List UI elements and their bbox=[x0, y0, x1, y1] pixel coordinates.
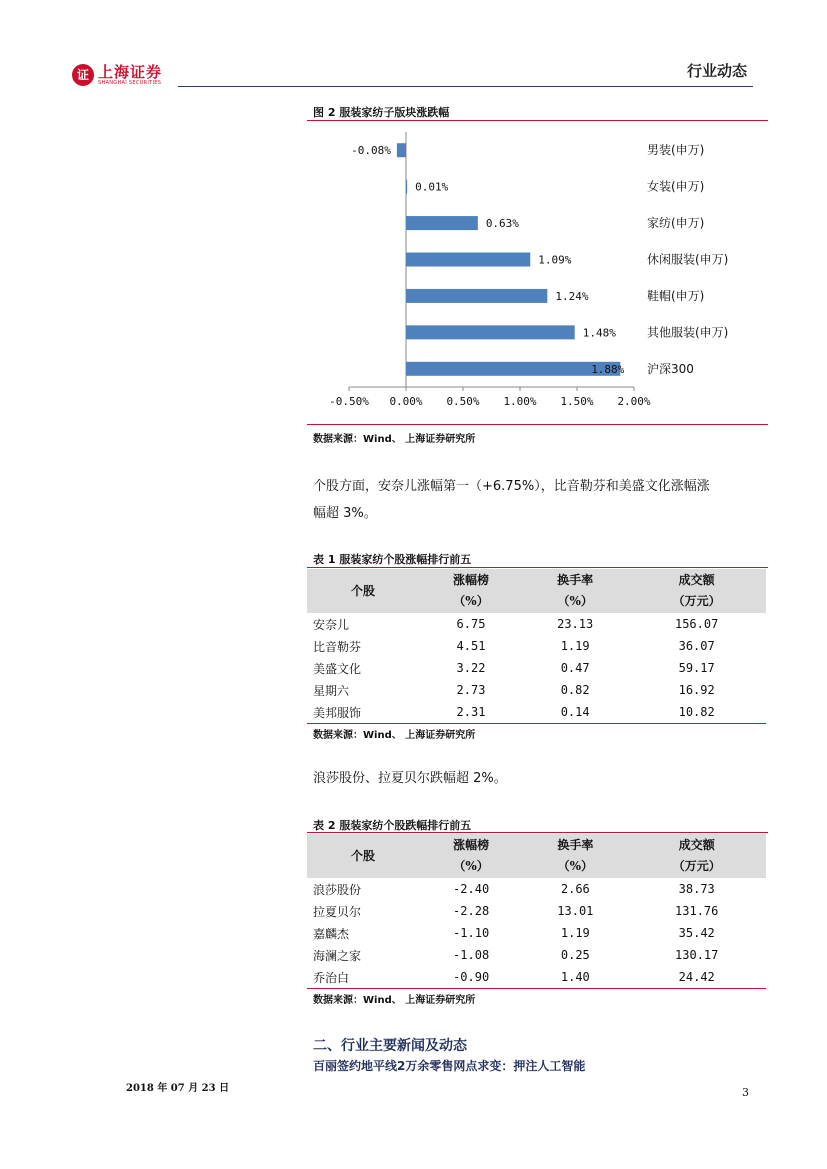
data-label: 1.48% bbox=[582, 326, 616, 340]
bar bbox=[406, 180, 407, 194]
cell-volume: 35.42 bbox=[678, 926, 715, 940]
x-tick-label: 1.00% bbox=[503, 395, 537, 408]
col-header-stock: 个股 bbox=[307, 569, 419, 613]
logo-english-name: SHANGHAI SECURITIES bbox=[98, 80, 162, 86]
cell-volume: 156.07 bbox=[674, 617, 719, 631]
bar bbox=[406, 289, 547, 303]
figure-caption: 图 2 服装家纺子版块涨跌幅 bbox=[313, 106, 450, 119]
paragraph-line: 幅超 3%。 bbox=[313, 506, 377, 521]
figure-bottom-rule bbox=[307, 424, 768, 425]
table-row bbox=[307, 613, 766, 635]
bar bbox=[397, 143, 406, 157]
cell-stock: 拉夏贝尔 bbox=[313, 904, 362, 919]
category-label: 休闲服装(申万) bbox=[647, 252, 729, 267]
cell-volume: 10.82 bbox=[627, 701, 766, 724]
cell-change: 2.73 bbox=[456, 683, 486, 697]
table-header-row bbox=[307, 569, 766, 613]
category-label: 鞋帽(申万) bbox=[647, 288, 705, 303]
cell-turnover: 2.66 bbox=[560, 882, 590, 896]
table-top-losers bbox=[307, 834, 766, 989]
bar-chart bbox=[307, 124, 768, 420]
data-label: 1.88% bbox=[591, 362, 625, 376]
table-header-row bbox=[307, 834, 766, 878]
cell-change: -2.28 bbox=[453, 904, 490, 918]
cell-change: 6.75 bbox=[456, 617, 486, 631]
table-row bbox=[307, 657, 766, 679]
col-header-turnover: 换手率 （%） bbox=[523, 569, 627, 613]
table-row bbox=[307, 878, 766, 900]
cell-turnover: 0.47 bbox=[560, 661, 590, 675]
data-label: -0.08% bbox=[351, 144, 391, 158]
cell-volume: 59.17 bbox=[678, 661, 715, 675]
cell-volume: 38.73 bbox=[678, 882, 715, 896]
cell-volume: 24.42 bbox=[627, 966, 766, 989]
cell-change: 4.51 bbox=[456, 639, 486, 653]
data-label: 1.24% bbox=[555, 289, 589, 303]
x-tick-label: -0.50% bbox=[329, 395, 369, 408]
cell-change: 2.31 bbox=[419, 701, 523, 724]
figure-top-rule bbox=[307, 120, 768, 121]
x-tick-label: 0.00% bbox=[389, 395, 423, 408]
cell-change: -2.40 bbox=[453, 882, 490, 896]
data-label: 1.09% bbox=[538, 253, 572, 267]
data-label: 0.01% bbox=[415, 180, 449, 194]
col-header-stock: 个股 bbox=[307, 834, 419, 878]
x-tick-label: 1.50% bbox=[560, 395, 594, 408]
cell-turnover: 1.19 bbox=[560, 926, 590, 940]
cell-stock: 乔治白 bbox=[307, 966, 419, 989]
logo-chinese-name: 上海证券 bbox=[98, 63, 163, 81]
cell-turnover: 1.19 bbox=[560, 639, 590, 653]
cell-change: -0.90 bbox=[419, 966, 523, 989]
cell-volume: 16.92 bbox=[678, 683, 715, 697]
table2-caption: 表 2 服装家纺个股跌幅排行前五 bbox=[313, 819, 472, 832]
bar bbox=[406, 362, 620, 376]
cell-stock: 比音勒芬 bbox=[313, 639, 362, 654]
cell-stock: 安奈儿 bbox=[313, 617, 350, 632]
company-logo bbox=[72, 62, 162, 88]
cell-turnover: 23.13 bbox=[557, 617, 594, 631]
report-section-title: 行业动态 bbox=[686, 62, 747, 80]
col-header-volume: 成交额 （万元） bbox=[627, 834, 766, 878]
header-divider bbox=[178, 86, 753, 87]
cell-turnover: 1.40 bbox=[523, 966, 627, 989]
paragraph-gainers bbox=[313, 473, 763, 527]
table-row bbox=[307, 966, 766, 989]
table-row bbox=[307, 701, 766, 724]
table1-source: 数据来源：Wind、 上海证券研究所 bbox=[313, 730, 476, 741]
table-row bbox=[307, 944, 766, 966]
cell-volume: 36.07 bbox=[678, 639, 715, 653]
report-date: 2018 年 07 月 23 日 bbox=[126, 1083, 230, 1094]
cell-stock: 星期六 bbox=[313, 683, 350, 698]
category-label: 其他服装(申万) bbox=[647, 325, 729, 340]
logo-mark: 证 bbox=[72, 64, 94, 86]
paragraph-line: 个股方面，安奈儿涨幅第一（+6.75%），比音勒芬和美盛文化涨幅涨 bbox=[313, 479, 710, 494]
cell-change: 3.22 bbox=[456, 661, 486, 675]
col-header-change: 涨幅榜 （%） bbox=[419, 834, 523, 878]
cell-change: -1.08 bbox=[453, 948, 490, 962]
news-headline: 百丽签约地平线2万余零售网点求变：押注人工智能 bbox=[313, 1059, 586, 1073]
figure-source: 数据来源：Wind、 上海证券研究所 bbox=[313, 434, 476, 445]
category-label: 男装(申万) bbox=[647, 143, 705, 158]
cell-turnover: 0.14 bbox=[523, 701, 627, 724]
table1-top-rule bbox=[307, 567, 768, 568]
table-row bbox=[307, 679, 766, 701]
table-top-gainers bbox=[307, 569, 766, 724]
cell-stock: 浪莎股份 bbox=[313, 882, 362, 897]
table2-source: 数据来源：Wind、 上海证券研究所 bbox=[313, 995, 476, 1006]
bar bbox=[406, 325, 575, 339]
table-row bbox=[307, 900, 766, 922]
cell-turnover: 0.25 bbox=[560, 948, 590, 962]
bar bbox=[406, 216, 478, 230]
table1-caption: 表 1 服装家纺个股涨幅排行前五 bbox=[313, 553, 472, 566]
col-header-volume: 成交额 （万元） bbox=[627, 569, 766, 613]
category-label: 家纺(申万) bbox=[647, 216, 705, 231]
cell-volume: 130.17 bbox=[675, 948, 719, 962]
bar bbox=[406, 253, 530, 267]
category-label: 女装(申万) bbox=[647, 179, 705, 194]
cell-stock: 海澜之家 bbox=[313, 948, 362, 963]
cell-change: -1.10 bbox=[453, 926, 490, 940]
col-header-change: 涨幅榜 （%） bbox=[419, 569, 523, 613]
table-row bbox=[307, 922, 766, 944]
section-heading: 二、行业主要新闻及动态 bbox=[313, 1038, 467, 1054]
paragraph-losers: 浪莎股份、拉夏贝尔跌幅超 2%。 bbox=[313, 771, 507, 786]
cell-volume: 131.76 bbox=[675, 904, 719, 918]
x-tick-label: 0.50% bbox=[446, 395, 480, 408]
col-header-turnover: 换手率 （%） bbox=[523, 834, 627, 878]
cell-turnover: 0.82 bbox=[560, 683, 590, 697]
table2-top-rule bbox=[307, 832, 768, 833]
cell-turnover: 13.01 bbox=[557, 904, 594, 918]
data-label: 0.63% bbox=[485, 217, 519, 231]
page-number: 3 bbox=[742, 1086, 749, 1099]
cell-stock: 美盛文化 bbox=[313, 661, 362, 676]
category-label: 沪深300 bbox=[647, 361, 694, 376]
cell-stock: 嘉麟杰 bbox=[313, 926, 350, 941]
table-row bbox=[307, 635, 766, 657]
x-tick-label: 2.00% bbox=[617, 395, 651, 408]
cell-stock: 美邦服饰 bbox=[307, 701, 419, 724]
